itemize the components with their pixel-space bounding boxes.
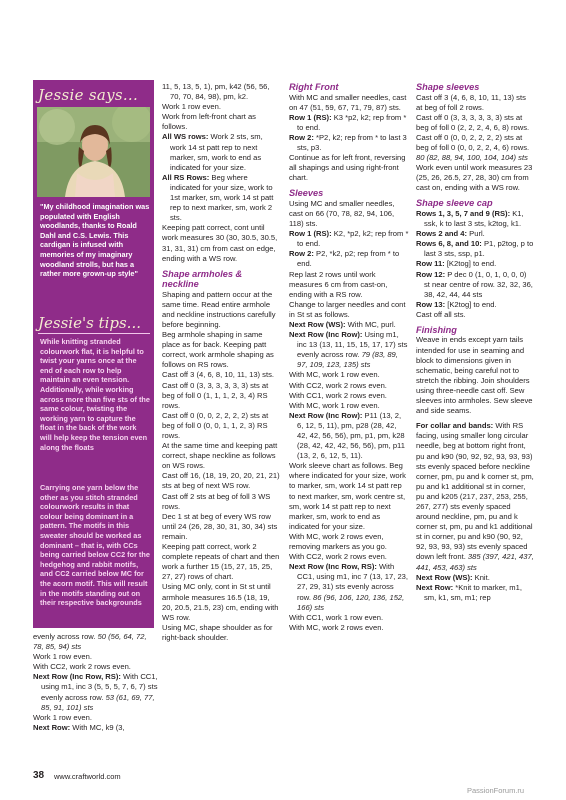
col3-p14: With CC1, work 2 rows even.: [289, 390, 387, 400]
col1-row-text: With MC, k9 (3,: [70, 722, 125, 732]
col4-row-label: Row 12:: [416, 269, 446, 279]
col2-p17: Using MC only, cont in St st until armhole measures 16.5 (18, 19, 20, 20.5, 21.5, 23) cm, ending with WS row.: [162, 582, 279, 622]
col4-row-text: With RS facing, using smaller long circular needle, beg at bottom right front, pu and k90 (90, 92, 92, 93, 93, 93) sts evenly spaced before neckline corner, pm, pu and k corner st, pm, pu and k1 additional st in corner, pu and k205 (217, 237, 253, 255, 267, 277) sts evenly spaced around neckline, pm, pu and k corner st, pm, pu and k1 additional st in corner, pu and k90 (90, 92, 92, 93, 93, 93) sts evenly spaced down left front.: [416, 421, 534, 562]
col4-row-11: [416, 259, 534, 269]
col4-text: Cast off 0 (0, 0, 2, 2, 2, 2) sts at beg of foll 0 (0, 0, 2, 2, 4, 6) rows.: [416, 132, 530, 152]
col3-row-text: P11 (13, 2, 6, 12, 5, 11), pm, p28 (28, 42, 42, 42, 56, 56), pm, p1, pm, k28 (28, 42, 42, 42, 56, 56), pm, p11 (13, 2, 6, 12, 5, 11).: [297, 410, 405, 461]
col4-p2: Cast off 0 (3, 3, 3, 3, 3, 3) sts at beg of foll 0 (2, 2, 2, 4, 6, 8) rows.: [416, 112, 530, 132]
sidebar-tips-title: Jessie's tips...: [38, 314, 141, 332]
col3-sleeve-row1: [289, 229, 409, 249]
col4-row-label: Row 11:: [416, 259, 445, 269]
col3-p19: With CC2, work 2 rows even.: [289, 552, 387, 562]
col4-p1: Cast off 3 (4, 6, 8, 10, 11, 13) sts at beg of foll 2 rows.: [416, 92, 526, 112]
col3-p12: With MC, work 1 row even.: [289, 370, 380, 380]
col3-p13: With CC2, work 2 rows even.: [289, 380, 387, 390]
col3-stitch-count: 79 (83, 89, 97, 109, 123, 135) sts: [297, 350, 398, 370]
col3-row-text: Using m1, inc 13 (13, 11, 15, 15, 17, 17) sts evenly across row.: [297, 330, 408, 360]
tip-yarn-dominance: Carrying one yarn below the other as you stitch stranded colourwork results in that colour being dominant in a pattern. The motifs in this sweater should be worked as dominant – that is, with CCs being carried below CC2 for the hedgehog and rabbit motifs, and CC2 carried below MC for the acorn motif. This will result in the motifs standing out on their respective backgrounds: [40, 483, 150, 608]
col4-next-row: [416, 583, 534, 603]
col3-row-text: K2, *p2, k2; rep from * to end.: [297, 229, 409, 249]
col3-row1: [289, 113, 409, 133]
col2-p15: Dec 1 st at beg of every WS row until 24 (26, 28, 30, 31, 30, 34) sts remain.: [162, 511, 278, 541]
col4-row-text: Knit.: [472, 572, 490, 582]
col3-row-text: With MC, purl.: [345, 319, 396, 329]
col3-p18: With MC, work 2 rows even, removing markers as you go.: [289, 531, 387, 552]
col2-p16: Keeping patt correct, work 2 complete repeats of chart and then work a further 15 (15, 27, 15, 25, 27, 27) rows of chart.: [162, 542, 280, 582]
col3-p9: Change to larger needles and cont in St st as follows.: [289, 299, 406, 319]
col4-rows-6-8-10: [416, 239, 534, 259]
tip-twist-yarns: While knitting stranded colourwork flat, it is helpful to twist your yarns once at the end of each row to help maintain an even tension. Additionally, while working across more than five sts of the same colour, twisting the working yarn to capture the float in the back of the work will help keep the tension even along the floats: [40, 337, 150, 452]
col2-p14: Cast off 2 sts at beg of foll 3 WS rows.: [162, 491, 271, 511]
col1-line5: Work 1 row even.: [33, 712, 92, 722]
col4-row-13: [416, 300, 534, 310]
col2-p2: Work 1 row even.: [162, 102, 221, 112]
col3-p22: With MC, work 2 rows even.: [289, 622, 384, 632]
col4-row-text: [K2tog] to end.: [444, 259, 497, 269]
col4-row-text: Purl.: [467, 229, 485, 239]
col4-row-label: Next Row:: [416, 582, 454, 592]
col3-inc-row: [289, 330, 409, 370]
col3-p4: Continue as for left front, reversing all shapings and using right-front chart.: [289, 153, 406, 183]
col3-row-text: K3 *p2, k2; rep from * to end.: [297, 112, 407, 132]
col1-row-label: Next Row (Inc Row, RS):: [33, 672, 121, 682]
footer-url[interactable]: www.craftworld.com: [54, 772, 121, 781]
col4-p4: Work even until work measures 23 (25, 26, 26.5, 27, 28, 30) cm from cast on, ending with a WS row.: [416, 163, 533, 193]
col4-row-label: For collar and bands:: [416, 421, 494, 431]
col2-row-text: Work 2 sts, sm, work 14 st patt rep to next marker, sm, work to end as indicated for your size.: [170, 132, 263, 172]
col3-ws-purl: [289, 320, 409, 330]
col3-p17: Work sleeve chart as follows. Beg where indicated for your size, work to marker, sm, work 14 st patt rep to next marker, sm, work centre st, sm, work 14 st patt rep to next marker, sm, work to end as indicated for your size.: [289, 461, 406, 531]
col3-row-text: P2, *k2, p2; rep from * to end.: [297, 249, 400, 269]
designer-portrait-image: [37, 107, 150, 197]
col4-collar: [416, 421, 534, 572]
col3-row-label: Next Row (Inc Row):: [289, 410, 363, 420]
col4-p12: Weave in ends except yarn tails intended for use in seaming and block to dimensions given in schematic, being careful not to stretch the ribbing. Join shoulders using three-needle cast off. Sew sleeves into armholes. Sew sleeve and side seams.: [416, 335, 533, 416]
col4-row-text: P1, p2tog, p to last 3 sts, ssp, p1.: [424, 239, 534, 259]
col4-row-label: Rows 6, 8, and 10:: [416, 239, 482, 249]
col2-p9: Cast off 3 (4, 6, 8, 10, 11, 13) sts.: [162, 370, 274, 380]
heading-shape-sleeves: Shape sleeves: [416, 82, 480, 92]
col4-next-ws: [416, 573, 534, 583]
col4-row-label: Rows 1, 3, 5, 7 and 9 (RS):: [416, 208, 511, 218]
col4-rows-odd: [416, 209, 534, 229]
column-2: [162, 82, 280, 643]
col3-row-label: Next Row (WS):: [289, 319, 346, 329]
watermark: PassionForum.ru: [467, 786, 525, 795]
col3-row-label: Next Row (Inc Row, RS):: [289, 562, 377, 572]
col2-p7: Shaping and pattern occur at the same time. Read entire armhole and neckline instructions carefully before beginning.: [162, 289, 276, 329]
col3-sleeve-row2: [289, 249, 409, 269]
col2-p11: Cast off 0 (0, 0, 2, 2, 2, 2) sts at beg of foll 0 (0, 0, 1, 1, 2, 3) RS rows.: [162, 410, 269, 440]
col3-row2: [289, 133, 409, 153]
col2-p12: At the same time and keeping patt correct, shape neckline as follows on WS rows.: [162, 441, 278, 471]
designer-quote: "My childhood imagination was populated with English woodlands, thanks to Roald Dahl and C.S. Lewis. This cardigan is infused with memories of my imaginary woodland strolls, but has a rather more grown-up style": [40, 202, 150, 279]
col2-row-label: All WS rows:: [162, 132, 209, 142]
col3-stitch-count: 86 (96, 106, 120, 136, 152, 166) sts: [297, 592, 405, 612]
col3-row-text: With CC1, using m1, inc 7 (13, 17, 23, 27, 29, 31) sts evenly across row.: [297, 562, 409, 602]
col1-inc-row: [33, 672, 159, 712]
col4-row-label: Rows 2 and 4:: [416, 229, 468, 239]
col3-row-label: Row 2:: [289, 132, 314, 142]
col1-stitch-count: 50 (56, 64, 72, 78, 85, 94) sts: [33, 632, 147, 652]
col1-line3: With CC2, work 2 rows even.: [33, 662, 131, 672]
col4-row-12: [416, 270, 534, 300]
col3-p21: With CC1, work 1 row even.: [289, 612, 384, 622]
col2-p10: Cast off 0 (3, 3, 3, 3, 3, 3) sts at beg of foll 0 (1, 1, 1, 2, 3, 4) RS rows.: [162, 380, 269, 410]
col1-line1: [33, 632, 159, 652]
col3-row-label: Row 1 (RS):: [289, 112, 332, 122]
col1-text: evenly across row.: [33, 632, 98, 641]
col3-inc-row-2: [289, 411, 409, 461]
column-1: [33, 632, 159, 733]
top-strip: [0, 0, 566, 20]
column-3: [289, 82, 409, 633]
col2-row-label: All RS Rows:: [162, 172, 210, 182]
heading-finishing: Finishing: [416, 324, 457, 335]
col1-stitch-count: 53 (61, 69, 77, 85, 91, 101) sts: [41, 692, 155, 712]
col4-rows-2-4: [416, 229, 534, 239]
col2-p1: 11, 5, 13, 5, 1), pm, k42 (56, 56, 70, 70, 84, 98), pm, k2.: [162, 82, 270, 102]
col4-row-label: Row 13:: [416, 299, 446, 309]
col2-p6: Keeping patt correct, cont until work measures 30 (30, 30.5, 30.5, 31, 31, 31) cm from cast on edge, ending with a WS row.: [162, 223, 278, 263]
col3-p8: Rep last 2 rows until work measures 6 cm from cast-on, ending with a RS row.: [289, 269, 388, 299]
col2-rs-rows: [162, 173, 280, 223]
col4-row-label: Next Row (WS):: [416, 572, 473, 582]
heading-sleeves: Sleeves: [289, 188, 324, 199]
col4-row-text: *Knit to marker, m1, sm, k1, sm, m1; rep: [424, 582, 522, 602]
column-4: [416, 82, 534, 603]
col3-p5: Using MC and smaller needles, cast on 66 (70, 78, 82, 94, 106, 118) sts.: [289, 198, 395, 229]
col1-last-row: [33, 723, 159, 733]
col2-p18: Using MC, shape shoulder as for right-back shoulder.: [162, 622, 273, 642]
heading-shape-sleeve-cap: Shape sleeve cap: [416, 198, 493, 209]
heading-right-front: Right Front: [289, 82, 339, 92]
col1-row-label: Next Row:: [33, 722, 71, 732]
col3-row-label: Row 1 (RS):: [289, 229, 332, 239]
designer-photo: [37, 107, 150, 197]
col3-p15: With MC, work 1 row even.: [289, 400, 380, 410]
col3-inc-row-3: [289, 562, 409, 612]
page-number: 38: [33, 770, 45, 781]
sidebar-says-title: Jessie says...: [38, 86, 139, 104]
col3-row-label: Row 2:: [289, 249, 314, 259]
tips-divider: [38, 333, 150, 334]
col3-row-text: *P2, k2; rep from * to last 3 sts, p3.: [297, 132, 407, 152]
heading-shape-armholes: Shape armholes & neckline: [162, 268, 243, 290]
col1-row-text: With CC1, using m1, inc 3 (5, 5, 5, 7, 6, 7) sts evenly across row.: [41, 672, 158, 702]
col4-row-text: P dec 0 (1, 0, 1, 0, 0, 0) st near centre of row. 32, 32, 36, 38, 42, 44, 44 sts: [424, 269, 533, 299]
col4-row-text: [K2tog] to end.: [445, 299, 497, 309]
col4-p11: Cast off all sts.: [416, 309, 466, 319]
col4-row-text: K1, ssk, k to last 3 sts, k2tog, k1.: [424, 208, 524, 229]
col2-p8: Beg armhole shaping in same place as for back. Keeping patt correct, work armhole shaping as follows on RS rows.: [162, 330, 274, 370]
col4-p3: [416, 133, 534, 163]
col2-ws-rows: [162, 132, 280, 172]
col2-row-text: Beg where indicated for your size, work to 1st marker, sm, work 14 st patt rep to next marker, sm, work 2 sts.: [170, 172, 274, 223]
col4-stitch-count: 385 (397, 421, 437, 441, 453, 463) sts: [416, 552, 534, 572]
col2-p13: Cast off 16, (18, 19, 20, 20, 21, 21) sts at beg of next WS row.: [162, 471, 280, 491]
col4-stitch-count: 80 (82, 88, 94, 100, 104, 104) sts: [416, 153, 528, 163]
col3-row-label: Next Row (Inc Row):: [289, 330, 363, 340]
col3-p1: With MC and smaller needles, cast on 47 (51, 59, 67, 71, 79, 87) sts.: [289, 92, 407, 112]
col2-p3: Work from left-front chart as follows.: [162, 112, 256, 132]
col1-line2: Work 1 row even.: [33, 652, 92, 662]
